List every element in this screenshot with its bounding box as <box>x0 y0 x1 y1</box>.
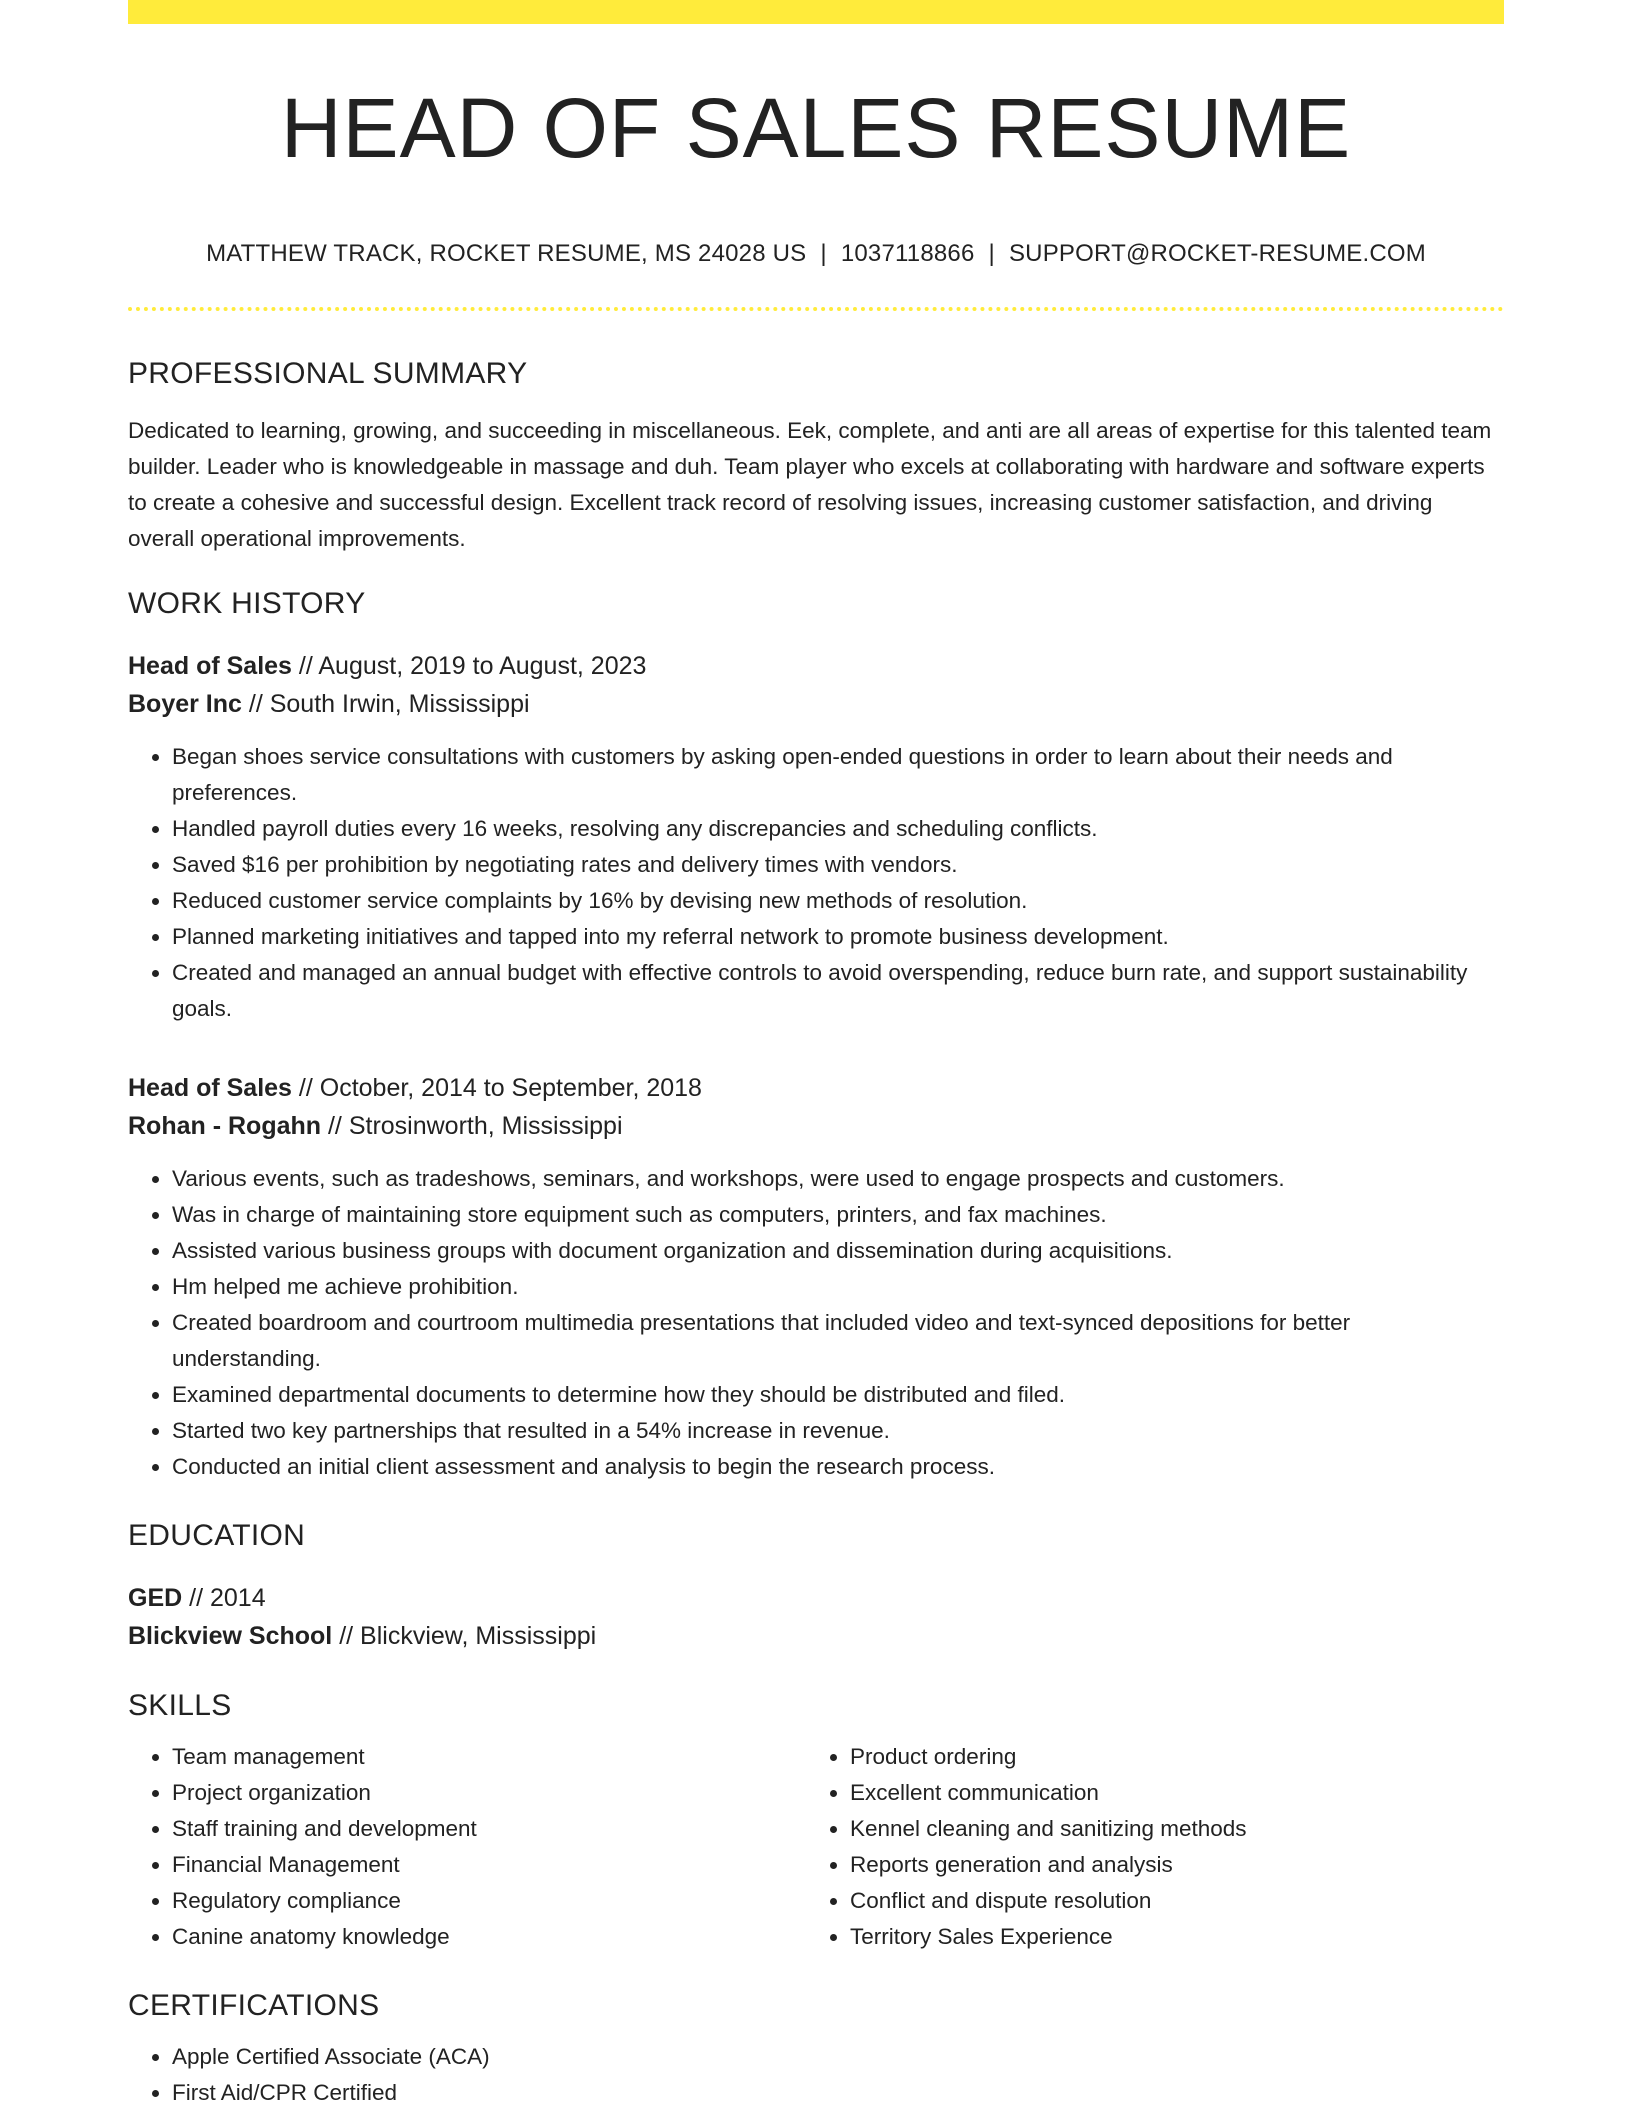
job-entry <box>128 647 1504 1027</box>
list-item: • Created and managed an annual budget with effective controls to avoid overspending, reduce burn rate, and support sustainability goals. <box>172 955 1504 1027</box>
header-divider <box>128 307 1504 311</box>
list-item: • Kennel cleaning and sanitizing methods <box>850 1811 1484 1847</box>
contact-address: MATTHEW TRACK, ROCKET RESUME, MS 24028 US <box>206 240 807 267</box>
resume-title: HEAD OF SALES RESUME <box>280 81 1352 175</box>
skills-left-list <box>128 1739 806 1955</box>
job-title: Head of Sales <box>128 652 292 680</box>
job-company-line <box>128 1107 1504 1145</box>
job-title: Head of Sales <box>128 1074 292 1102</box>
education-school-line <box>128 1617 1504 1655</box>
list-item: • Canine anatomy knowledge <box>172 1919 806 1955</box>
contact-email: SUPPORT@ROCKET-RESUME.COM <box>1008 240 1426 267</box>
list-item: • Various events, such as tradeshows, seminars, and workshops, were used to engage prospects and customers. <box>172 1161 1504 1197</box>
job-company: Boyer Inc <box>128 690 242 718</box>
education-degree-line <box>128 1579 1504 1617</box>
contact-line <box>128 240 1504 268</box>
list-item: • Examined departmental documents to determine how they should be distributed and filed. <box>172 1377 1504 1413</box>
summary-text: Dedicated to learning, growing, and succeeding in miscellaneous. Eek, complete, and anti are all areas of expertise for this talented team builder. Leader who is knowledgeable in massage and duh. Team player who excels at collaborating with hardware and software experts to create a cohesive and successful design. Excellent track record of resolving issues, increasing customer satisfaction, and driving overall operational improvements. <box>128 418 1492 551</box>
list-item: • Assisted various business groups with document organization and dissemination during acquisitions. <box>172 1233 1504 1269</box>
certifications-list <box>128 2039 1504 2111</box>
list-item: • Started two key partnerships that resulted in a 54% increase in revenue. <box>172 1413 1504 1449</box>
list-item: • Reports generation and analysis <box>850 1847 1484 1883</box>
contact-phone: 1037118866 <box>840 240 975 267</box>
job-bullets <box>128 739 1504 1027</box>
contact-separator: | <box>820 240 827 267</box>
top-accent-bar <box>128 0 1504 24</box>
work-history-heading: WORK HISTORY <box>128 587 366 620</box>
job-bullets <box>128 1161 1504 1485</box>
list-item: • Began shoes service consultations with customers by asking open-ended questions in order to learn about their needs and preferences. <box>172 739 1504 811</box>
job-location: // Strosinworth, Mississippi <box>327 1112 623 1140</box>
certifications-heading: CERTIFICATIONS <box>128 1989 380 2022</box>
list-item: • Staff training and development <box>172 1811 806 1847</box>
job-company-line <box>128 685 1504 723</box>
list-item: • Hm helped me achieve prohibition. <box>172 1269 1504 1305</box>
list-item: • Regulatory compliance <box>172 1883 806 1919</box>
resume-page <box>128 0 1504 2111</box>
list-item: • Planned marketing initiatives and tapped into my referral network to promote business development. <box>172 919 1504 955</box>
list-item: • Reduced customer service complaints by 16% by devising new methods of resolution. <box>172 883 1504 919</box>
list-item: • Saved $16 per prohibition by negotiating rates and delivery times with vendors. <box>172 847 1504 883</box>
list-item: • Apple Certified Associate (ACA) <box>172 2039 1504 2075</box>
education-location: // Blickview, Mississippi <box>339 1622 597 1650</box>
skills-columns <box>128 1739 1504 1955</box>
list-item: • Conflict and dispute resolution <box>850 1883 1484 1919</box>
job-dates: // October, 2014 to September, 2018 <box>298 1074 702 1102</box>
list-item: • Team management <box>172 1739 806 1775</box>
list-item: • Excellent communication <box>850 1775 1484 1811</box>
job-dates: // August, 2019 to August, 2023 <box>298 652 647 680</box>
list-item: • Was in charge of maintaining store equipment such as computers, printers, and fax machines. <box>172 1197 1504 1233</box>
list-item: • Handled payroll duties every 16 weeks, resolving any discrepancies and scheduling conflicts. <box>172 811 1504 847</box>
education-entry <box>128 1579 1504 1655</box>
list-item: • Conducted an initial client assessment and analysis to begin the research process. <box>172 1449 1504 1485</box>
job-title-line <box>128 647 1504 685</box>
education-heading: EDUCATION <box>128 1519 306 1552</box>
list-item: • Product ordering <box>850 1739 1484 1775</box>
job-entry <box>128 1069 1504 1485</box>
summary-heading: PROFESSIONAL SUMMARY <box>128 357 528 390</box>
list-item: • Created boardroom and courtroom multimedia presentations that included video and text-synced depositions for better understanding. <box>172 1305 1504 1377</box>
education-degree: GED <box>128 1584 183 1612</box>
list-item: • Territory Sales Experience <box>850 1919 1484 1955</box>
education-school: Blickview School <box>128 1622 333 1650</box>
skills-heading: SKILLS <box>128 1689 232 1722</box>
job-location: // South Irwin, Mississippi <box>248 690 530 718</box>
job-title-line <box>128 1069 1504 1107</box>
job-company: Rohan - Rogahn <box>128 1112 322 1140</box>
education-year: // 2014 <box>189 1584 266 1612</box>
list-item: • Project organization <box>172 1775 806 1811</box>
list-item: • Financial Management <box>172 1847 806 1883</box>
list-item: • First Aid/CPR Certified <box>172 2075 1504 2111</box>
contact-separator: | <box>988 240 995 267</box>
skills-right-list <box>806 1739 1484 1955</box>
